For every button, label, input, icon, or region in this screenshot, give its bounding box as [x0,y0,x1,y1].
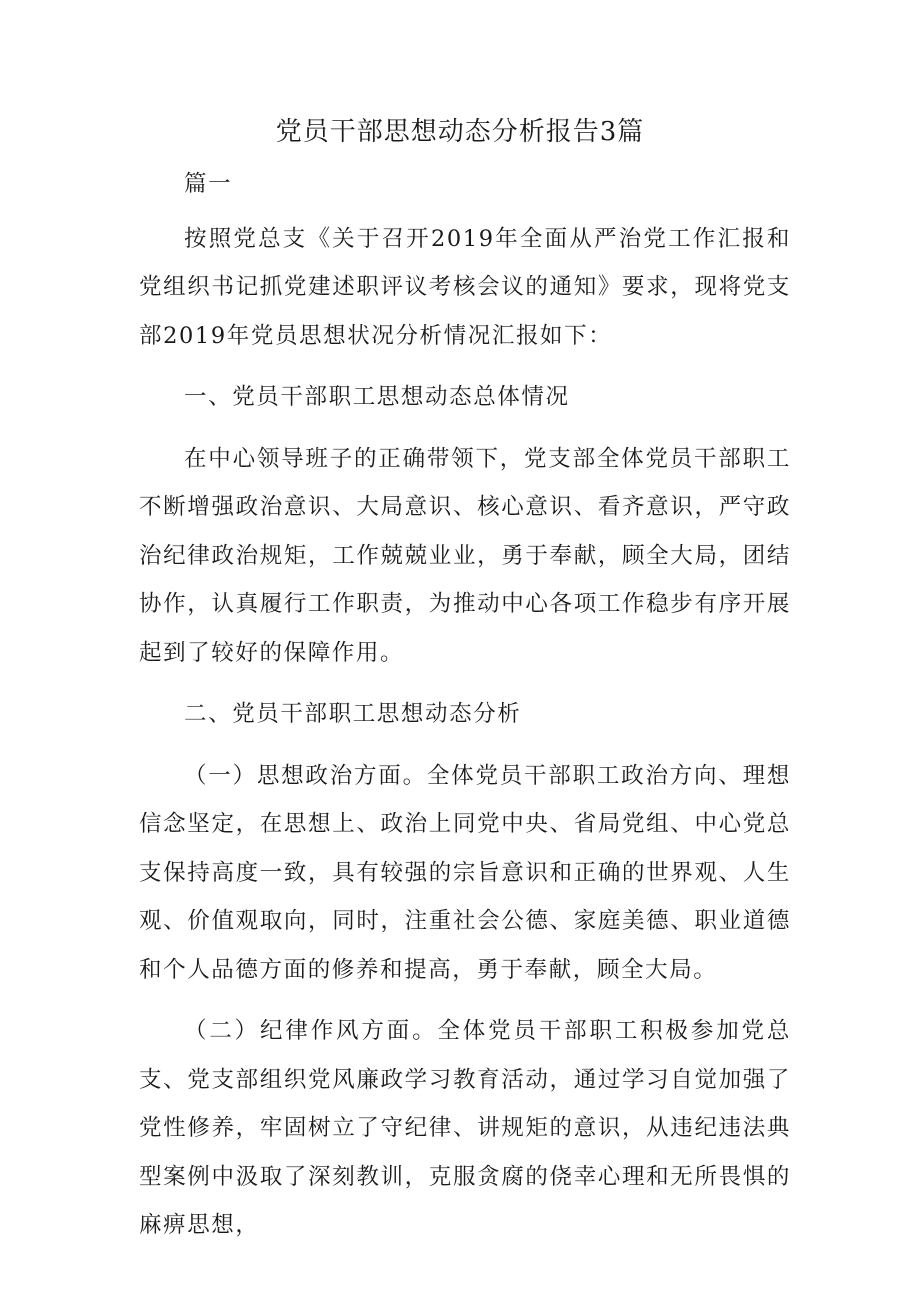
heading-overall-situation: 一、党员干部职工思想动态总体情况 [184,384,570,410]
section-label: 篇一 [184,171,233,197]
heading-analysis: 二、党员干部职工思想动态分析 [184,701,522,727]
discipline-style-paragraph: （二）纪律作风方面。全体党员干部职工积极参加党总支、党支部组织党风廉政学习教育活动，通过学习自觉加强了党性修养，牢固树立了守纪律、讲规矩的意识，从违纪违法典型案例中汲取了深刻教训，克服贪腐的侥幸心理和无所畏惧的麻痹思想， [139,1018,791,1238]
intro-paragraph: 按照党总支《关于召开2019年全面从严治党工作汇报和党组织书记抓党建述职评议考核会议的通知》要求，现将党支部2019年党员思想状况分析情况汇报如下： [139,225,791,349]
document-title: 党员干部思想动态分析报告3篇 [275,117,645,147]
document-body [139,160,791,1250]
ideology-politics-paragraph: （一）思想政治方面。全体党员干部职工政治方向、理想信念坚定，在思想上、政治上同党中央、省局党组、中心党总支保持高度一致，具有较强的宗旨意识和正确的世界观、人生观、价值观取向，同时，注重社会公德、家庭美德、职业道德和个人品德方面的修养和提高，勇于奉献，顾全大局。 [139,762,791,983]
overall-situation-paragraph: 在中心领导班子的正确带领下，党支部全体党员干部职工不断增强政治意识、大局意识、核心意识、看齐意识，严守政治纪律政治规矩，工作兢兢业业，勇于奉献，顾全大局，团结协作，认真履行工作职责，为推动中心各项工作稳步有序开展起到了较好的保障作用。 [139,445,791,666]
